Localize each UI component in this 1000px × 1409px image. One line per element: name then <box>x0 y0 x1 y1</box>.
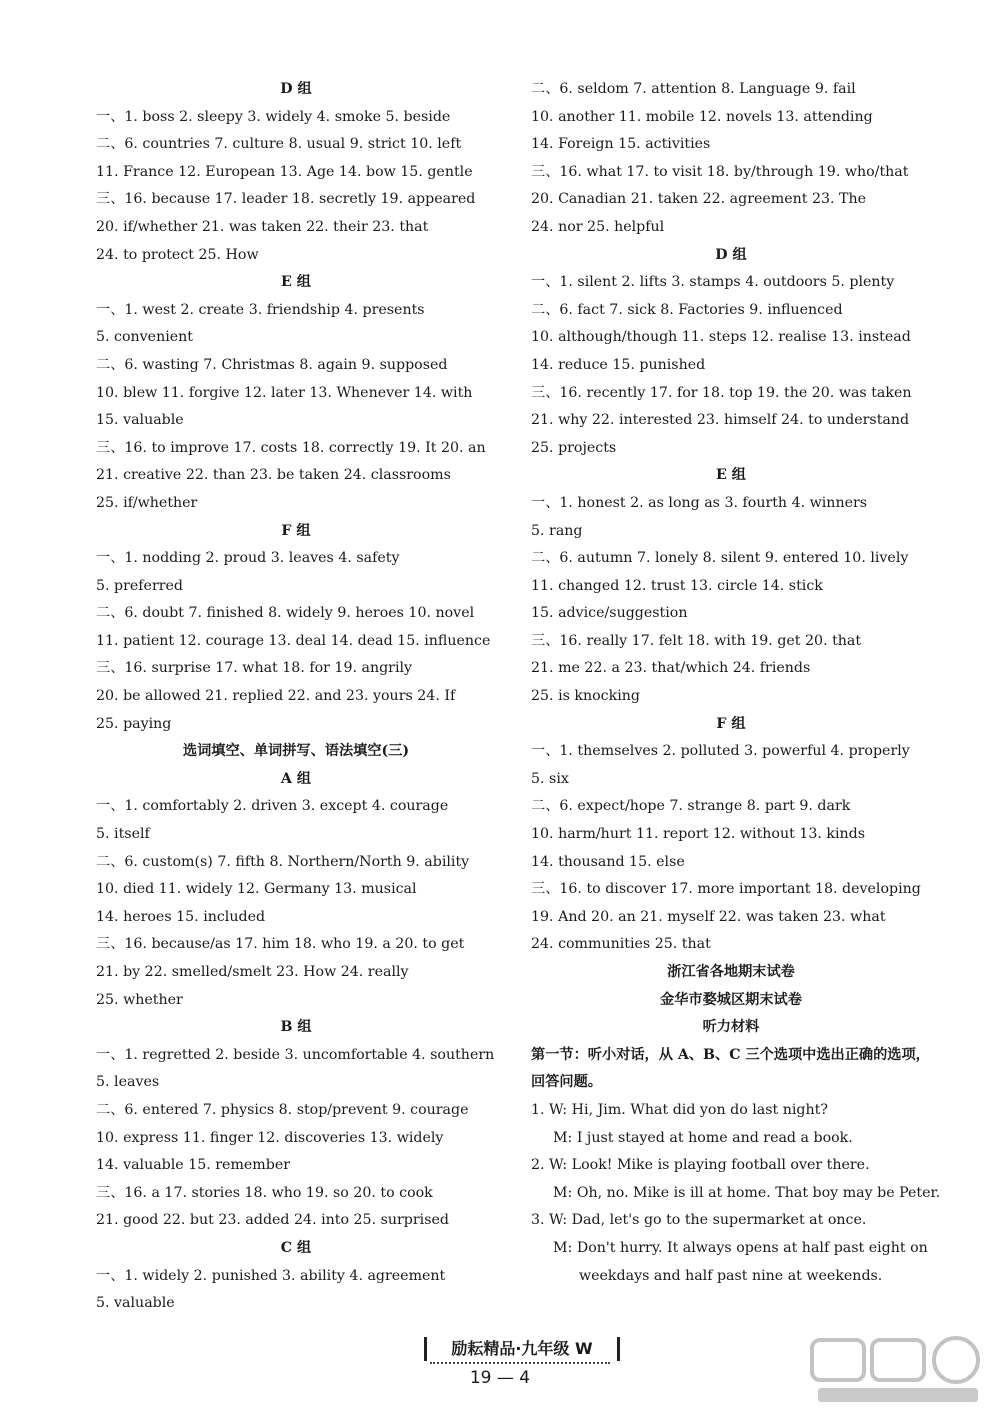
left-answer-line: 5. leaves <box>96 1074 160 1091</box>
left-answer-line: 24. to protect 25. How <box>96 246 259 263</box>
right-answer-line: 10. although/though 11. steps 12. realise 13. instead <box>531 329 911 346</box>
left-answer-line: 一、1. comfortably 2. driven 3. except 4. courage <box>96 798 449 815</box>
left-section-heading: D 组 <box>280 81 312 97</box>
right-section-heading: 浙江省各地期末试卷 <box>667 964 795 980</box>
left-answer-line: 11. France 12. European 13. Age 14. bow 15. gentle <box>96 163 473 180</box>
right-answer-line: 三、16. to discover 17. more important 18. developing <box>531 881 921 898</box>
left-answer-line: 10. express 11. finger 12. discoveries 13. widely <box>96 1129 444 1146</box>
left-answer-line: 二、6. wasting 7. Christmas 8. again 9. supposed <box>96 356 448 373</box>
left-answer-line: 25. paying <box>96 715 172 732</box>
left-answer-line: 25. whether <box>96 991 183 1008</box>
right-answer-line: 14. thousand 15. else <box>531 853 685 870</box>
right-answer-line: 11. changed 12. trust 13. circle 14. stick <box>531 577 823 594</box>
right-dialogue-line: 3. W: Dad, let's go to the supermarket at once. <box>531 1212 867 1229</box>
left-section-heading: A 组 <box>280 770 312 787</box>
right-answer-line: 24. nor 25. helpful <box>531 218 665 235</box>
right-answer-line: 三、16. recently 17. for 18. top 19. the 20. was taken <box>531 384 912 401</box>
right-section-heading: D 组 <box>715 246 747 263</box>
left-answer-line: 11. patient 12. courage 13. deal 14. dead 15. influence <box>96 632 491 649</box>
page-number: 19 — 4 <box>469 1368 531 1388</box>
footer-divider <box>430 1362 610 1364</box>
right-answer-line: 5. rang <box>531 522 583 539</box>
right-answer-line: 21. why 22. interested 23. himself 24. to understand <box>531 412 910 429</box>
left-answer-line: 20. if/whether 21. was taken 22. their 23. that <box>96 218 429 235</box>
right-answer-line: 二、6. autumn 7. lonely 8. silent 9. entered 10. lively <box>531 550 909 567</box>
left-section-heading: F 组 <box>281 522 311 539</box>
right-instruction-line: 回答问题。 <box>531 1074 602 1091</box>
right-section-heading: 听力材料 <box>702 1019 760 1036</box>
right-answer-line: 19. And 20. an 21. myself 22. was taken 23. what <box>531 908 886 925</box>
right-answer-line: 14. reduce 15. punished <box>531 356 706 373</box>
left-answer-line: 5. itself <box>96 826 150 843</box>
left-answer-line: 三、16. because/as 17. him 18. who 19. a 20. to get <box>96 936 465 953</box>
left-answer-line: 21. creative 22. than 23. be taken 24. classrooms <box>96 467 451 484</box>
right-answer-line: 20. Canadian 21. taken 22. agreement 23. The <box>531 191 867 208</box>
left-answer-line: 一、1. boss 2. sleepy 3. widely 4. smoke 5. beside <box>96 108 451 125</box>
right-answer-line: 15. advice/suggestion <box>531 605 688 622</box>
right-dialogue-line: M: Oh, no. Mike is ill at home. That boy may be Peter. <box>553 1184 941 1201</box>
left-answer-line: 三、16. surprise 17. what 18. for 19. angrily <box>96 660 413 677</box>
right-answer-line: 一、1. honest 2. as long as 3. fourth 4. winners <box>531 494 868 511</box>
left-answer-line: 一、1. nodding 2. proud 3. leaves 4. safety <box>96 550 400 567</box>
right-answer-line: 25. is knocking <box>531 688 640 705</box>
right-dialogue-line: 2. W: Look! Mike is playing football over there. <box>531 1157 870 1174</box>
left-answer-line: 三、16. to improve 17. costs 18. correctly 19. It 20. an <box>96 439 486 456</box>
left-answer-line: 一、1. widely 2. punished 3. ability 4. agreement <box>96 1267 446 1284</box>
right-answer-line: 二、6. expect/hope 7. strange 8. part 9. dark <box>531 798 851 815</box>
left-answer-line: 20. be allowed 21. replied 22. and 23. yours 24. If <box>96 688 456 705</box>
left-answer-line: 14. heroes 15. included <box>96 908 266 925</box>
left-column <box>96 76 496 1318</box>
right-answer-line: 14. Foreign 15. activities <box>531 136 711 153</box>
right-column <box>531 76 941 1290</box>
left-answer-line: 三、16. a 17. stories 18. who 19. so 20. to cook <box>96 1184 433 1201</box>
right-answer-line: 21. me 22. a 23. that/which 24. friends <box>531 660 811 677</box>
right-answer-line: 三、16. what 17. to visit 18. by/through 19. who/that <box>531 163 909 180</box>
left-section-heading: E 组 <box>281 274 311 291</box>
left-answer-line: 二、6. custom(s) 7. fifth 8. Northern/North 9. ability <box>96 853 470 870</box>
left-answer-line: 21. good 22. but 23. added 24. into 25. surprised <box>96 1212 449 1229</box>
left-section-heading: B 组 <box>280 1019 312 1036</box>
right-section-heading: E 组 <box>716 467 746 484</box>
right-answer-line: 二、6. seldom 7. attention 8. Language 9. fail <box>531 81 856 97</box>
right-instruction-line: 第一节：听小对话，从 A、B、C 三个选项中选出正确的选项， <box>531 1046 930 1063</box>
right-answer-line: 10. harm/hurt 11. report 12. without 13. kinds <box>531 826 866 843</box>
right-dialogue-line: weekdays and half past nine at weekends. <box>579 1267 883 1284</box>
right-answer-line: 三、16. really 17. felt 18. with 19. get 20. that <box>531 632 862 649</box>
left-answer-line: 三、16. because 17. leader 18. secretly 19. appeared <box>96 191 476 208</box>
right-section-heading: F 组 <box>716 715 746 732</box>
left-answer-line: 5. valuable <box>96 1295 175 1312</box>
right-answer-line: 10. another 11. mobile 12. novels 13. attending <box>531 108 873 125</box>
right-dialogue-line: M: I just stayed at home and read a book. <box>553 1129 853 1146</box>
right-answer-line: 一、1. silent 2. lifts 3. stamps 4. outdoors 5. plenty <box>531 274 895 291</box>
right-answer-line: 二、6. fact 7. sick 8. Factories 9. influenced <box>531 301 843 318</box>
right-dialogue-line: 1. W: Hi, Jim. What did yon do last night? <box>531 1101 828 1118</box>
left-answer-line: 二、6. doubt 7. finished 8. widely 9. heroes 10. novel <box>96 605 475 622</box>
right-section-heading: 金华市婺城区期末试卷 <box>660 991 802 1008</box>
left-answer-line: 5. convenient <box>96 329 193 346</box>
footer-brand: 励耘精品·九年级 W <box>424 1337 620 1361</box>
left-answer-line: 10. died 11. widely 12. Germany 13. musical <box>96 881 417 898</box>
left-answer-line: 一、1. regretted 2. beside 3. uncomfortable 4. southern <box>96 1046 495 1063</box>
right-dialogue-line: M: Don't hurry. It always opens at half past eight on <box>553 1239 928 1256</box>
right-answer-line: 一、1. themselves 2. polluted 3. powerful 4. properly <box>531 743 910 760</box>
left-section-heading: 选词填空、单词拼写、语法填空(三) <box>182 743 410 760</box>
left-answer-line: 二、6. entered 7. physics 8. stop/prevent 9. courage <box>96 1101 469 1118</box>
left-answer-line: 一、1. west 2. create 3. friendship 4. presents <box>96 301 425 318</box>
left-section-heading: C 组 <box>280 1239 312 1256</box>
left-answer-line: 二、6. countries 7. culture 8. usual 9. strict 10. left <box>96 136 462 153</box>
left-answer-line: 15. valuable <box>96 412 184 429</box>
left-answer-line: 10. blew 11. forgive 12. later 13. Whenever 14. with <box>96 384 473 401</box>
left-answer-line: 25. if/whether <box>96 494 198 511</box>
left-answer-line: 14. valuable 15. remember <box>96 1157 291 1174</box>
left-answer-line: 21. by 22. smelled/smelt 23. How 24. really <box>96 964 409 980</box>
left-answer-line: 5. preferred <box>96 577 183 594</box>
right-answer-line: 24. communities 25. that <box>531 936 711 953</box>
right-answer-line: 25. projects <box>531 439 617 456</box>
right-answer-line: 5. six <box>531 770 569 787</box>
watermark-logo-icon <box>808 1334 988 1406</box>
